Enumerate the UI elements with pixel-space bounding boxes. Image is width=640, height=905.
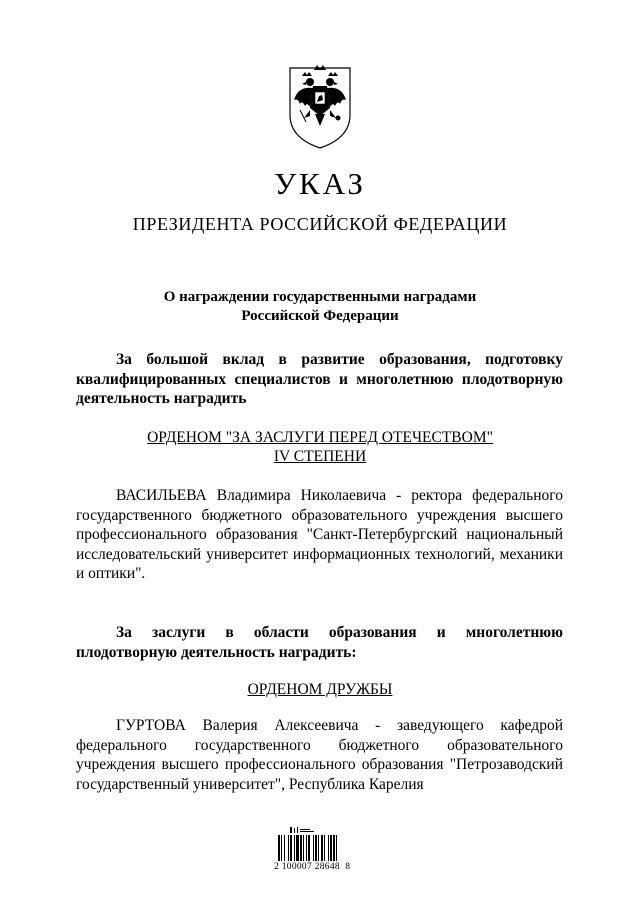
decree-subject-line2: Российской Федерации	[241, 308, 399, 324]
barcode-icon	[278, 835, 366, 861]
barcode-bar	[308, 835, 310, 861]
decree-subject-line1: О награждении государственными наградами	[163, 289, 477, 305]
barcode	[274, 826, 374, 882]
barcode-bar	[290, 835, 292, 861]
barcode-bar	[278, 835, 280, 861]
barcode-bar	[328, 835, 329, 861]
barcode-bar	[303, 835, 304, 861]
section1-recipient-text: ВАСИЛЬЕВА Владимира Николаевича - ректора федерального государственного бюджетного образовательного учреждения высшего профессионального образования "Санкт-Петербургский национальный исследовательский университет информационных технологий, механики и оптики".	[76, 487, 563, 582]
section2-order-line1: ОРДЕНОМ ДРУЖБЫ	[247, 681, 393, 698]
section2-recipient-text: ГУРТОВА Валерия Алексеевича - заведующего кафедрой федерального государственного бюджетного образовательного учреждения высшего профессионального образования "Петрозаводский государственный университет", Республика Карелия	[76, 717, 563, 793]
barcode-bar	[281, 835, 282, 861]
barcode-bar	[321, 835, 323, 861]
barcode-bar	[315, 835, 317, 861]
section1-intro-text: За большой вклад в развитие образования, подготовку квалифицированных специалистов и многолетнюю плодотворную деятельность наградить	[76, 351, 563, 407]
section1-order-line1: ОРДЕНОМ "ЗА ЗАСЛУГИ ПЕРЕД ОТЕЧЕСТВОМ"	[147, 429, 493, 446]
barcode-header-icon	[284, 826, 324, 834]
section1-intro	[76, 350, 563, 409]
section1-order-line2: IV СТЕПЕНИ	[273, 448, 367, 465]
barcode-bar	[330, 835, 332, 861]
document-title: УКАЗ	[274, 166, 366, 201]
decree-subject	[0, 288, 640, 326]
section1-recipient	[76, 486, 563, 584]
barcode-bar	[288, 835, 289, 861]
section2-intro	[76, 623, 563, 662]
barcode-bar	[300, 835, 302, 861]
barcode-bar	[324, 835, 325, 861]
barcode-bar	[318, 835, 319, 861]
barcode-bar	[306, 835, 307, 861]
barcode-bar	[313, 835, 314, 861]
barcode-bar	[294, 835, 295, 861]
barcode-number: 2 100007 28648 8	[274, 862, 351, 872]
barcode-bar	[284, 835, 285, 861]
section2-intro-text: За заслуги в области образования и многолетнюю плодотворную деятельность наградить:	[76, 624, 563, 661]
barcode-bar	[333, 835, 335, 861]
document-subtitle: ПРЕЗИДЕНТА РОССИЙСКОЙ ФЕДЕРАЦИИ	[132, 214, 508, 234]
barcode-bar	[296, 835, 299, 861]
section2-recipient	[76, 716, 563, 794]
barcode-bar	[336, 835, 337, 861]
russian-coat-of-arms-icon	[280, 60, 360, 150]
